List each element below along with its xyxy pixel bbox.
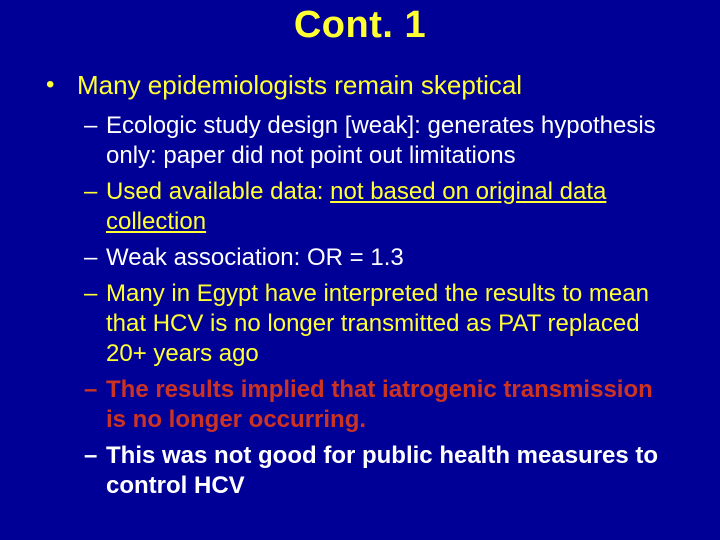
bullet-item [84, 177, 720, 237]
bullet-item [84, 243, 720, 273]
text-segment: This was not good for public health measures to control HCV [106, 442, 659, 499]
dash-icon: – [84, 376, 98, 403]
text-segment: Used available data: [106, 178, 331, 205]
dash-icon: – [84, 442, 98, 469]
dash-icon: – [84, 178, 98, 205]
text-segment: Many in Egypt have interpreted the results to mean that HCV is no longer transmitted as PAT replaced 20+ years ago [106, 280, 649, 367]
bullet-text [77, 69, 522, 101]
bullet-item [84, 279, 720, 369]
bullet-text [106, 441, 664, 501]
bullet-item [84, 441, 720, 501]
bullet-text [106, 375, 664, 435]
bullet-text [106, 243, 404, 273]
text-segment: Weak association: OR = 1.3 [106, 244, 404, 271]
bullet-list [0, 69, 720, 501]
dash-icon: – [84, 112, 98, 139]
bullet-text [106, 279, 664, 369]
text-segment: Ecologic study design [weak]: generates hypothesis only: paper did not point out limitations [106, 112, 656, 169]
text-segment-underlined: not based on original data collection [106, 178, 607, 235]
text-segment: Many epidemiologists remain skeptical [77, 70, 523, 100]
slide-title: Cont. 1 [293, 4, 427, 46]
bullet-item [46, 69, 720, 101]
dash-icon: – [84, 244, 98, 271]
bullet-text [106, 111, 664, 171]
bullet-item [84, 375, 720, 435]
bullet-dot-icon: • [46, 71, 55, 98]
bullet-item [84, 111, 720, 171]
dash-icon: – [84, 280, 98, 307]
text-segment: The results implied that iatrogenic transmission is no longer occurring. [106, 376, 653, 433]
bullet-text [106, 177, 664, 237]
